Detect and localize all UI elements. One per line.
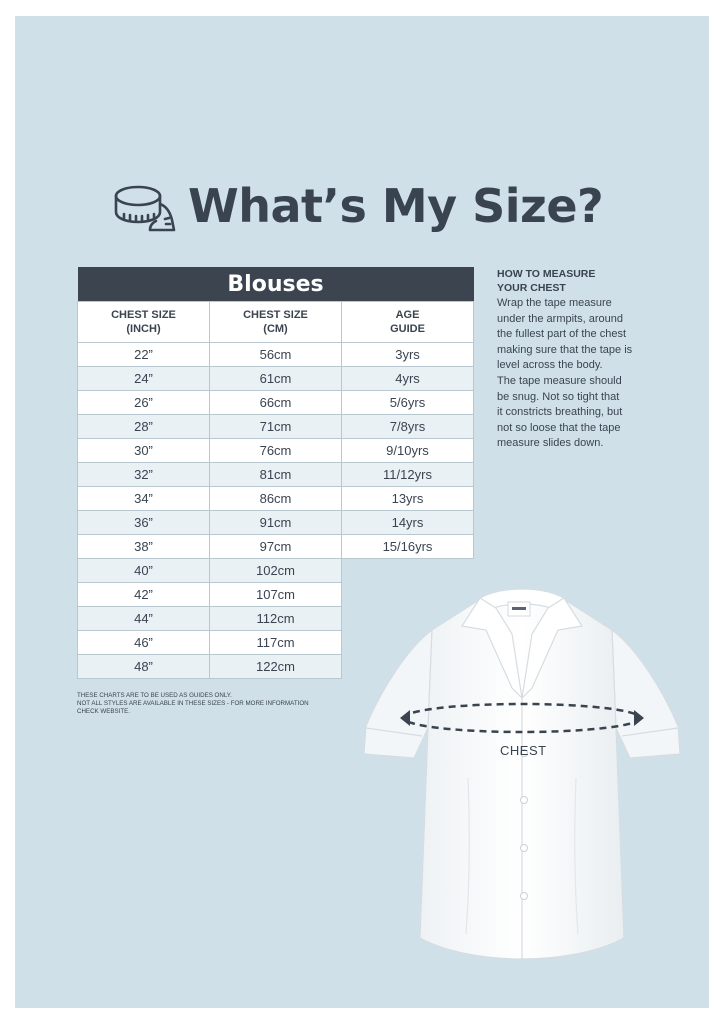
chest-cm-cell: 61cm [210, 367, 342, 391]
chest-inch-cell: 44” [78, 607, 210, 631]
age-guide-cell: 13yrs [342, 487, 474, 511]
chest-inch-cell: 24” [78, 367, 210, 391]
chest-inch-cell: 32” [78, 463, 210, 487]
column-header-chest-cm: CHEST SIZE (CM) [210, 302, 342, 343]
chest-inch-cell: 48” [78, 655, 210, 679]
chest-cm-cell: 86cm [210, 487, 342, 511]
how-to-line: The tape measure should [497, 374, 622, 387]
chest-cm-cell: 122cm [210, 655, 342, 679]
table-row [78, 511, 474, 535]
how-to-line: level across the body. [497, 359, 603, 372]
page-title: What’s My Size? [188, 179, 604, 233]
chest-cm-cell: 91cm [210, 511, 342, 535]
chest-label: CHEST [500, 743, 547, 758]
chest-cm-cell: 112cm [210, 607, 342, 631]
chest-inch-cell: 28” [78, 415, 210, 439]
chest-cm-cell: 97cm [210, 535, 342, 559]
age-guide-cell: 11/12yrs [342, 463, 474, 487]
how-to-line: the fullest part of the chest [497, 328, 627, 341]
chest-inch-cell: 26” [78, 391, 210, 415]
chest-inch-cell: 34” [78, 487, 210, 511]
how-to-line: making sure that the tape is [497, 343, 633, 356]
table-row [78, 367, 474, 391]
chest-cm-cell: 117cm [210, 631, 342, 655]
chest-inch-cell: 30” [78, 439, 210, 463]
how-to-heading: HOW TO MEASURE [497, 268, 596, 280]
disclaimer-notes [77, 692, 357, 716]
chest-inch-cell: 46” [78, 631, 210, 655]
age-guide-cell: 5/6yrs [342, 391, 474, 415]
chest-inch-cell: 38” [78, 535, 210, 559]
table-row [78, 535, 474, 559]
column-header-chest-inch: CHEST SIZE (INCH) [78, 302, 210, 343]
how-to-line: not so loose that the tape [497, 421, 621, 434]
age-guide-cell: 7/8yrs [342, 415, 474, 439]
chest-cm-cell: 71cm [210, 415, 342, 439]
how-to-line: it constricts breathing, but [497, 406, 623, 419]
chest-cm-cell: 81cm [210, 463, 342, 487]
how-to-line: under the armpits, around [497, 312, 623, 325]
table-row [78, 439, 474, 463]
age-guide-cell: 4yrs [342, 367, 474, 391]
disclaimer-line: NOT ALL STYLES ARE AVAILABLE IN THESE SIZES - FOR MORE INFORMATION [77, 700, 309, 707]
disclaimer-line: THESE CHARTS ARE TO BE USED AS GUIDES ONLY. [77, 692, 232, 699]
table-row [78, 487, 474, 511]
chest-inch-cell: 22” [78, 343, 210, 367]
chest-inch-cell: 36” [78, 511, 210, 535]
age-guide-cell: 9/10yrs [342, 439, 474, 463]
how-to-line: Wrap the tape measure [497, 297, 612, 309]
age-guide-cell: 15/16yrs [342, 535, 474, 559]
chest-cm-cell: 102cm [210, 559, 342, 583]
how-to-body [497, 296, 657, 452]
title-row [110, 174, 630, 238]
how-to-measure [497, 267, 657, 452]
how-to-line: measure slides down. [497, 437, 604, 450]
table-row [78, 391, 474, 415]
chest-inch-cell: 40” [78, 559, 210, 583]
tape-measure-icon [110, 178, 180, 234]
column-header-age-guide: AGE GUIDE [342, 302, 474, 343]
chest-cm-cell: 76cm [210, 439, 342, 463]
blouse-illustration [362, 578, 682, 970]
chest-cm-cell: 66cm [210, 391, 342, 415]
disclaimer-line: CHECK WEBSITE. [77, 708, 130, 715]
chest-cm-cell: 107cm [210, 583, 342, 607]
table-heading: Blouses [78, 267, 474, 302]
table-row [78, 343, 474, 367]
how-to-heading: YOUR CHEST [497, 282, 566, 294]
chest-inch-cell: 42” [78, 583, 210, 607]
age-guide-cell: 14yrs [342, 511, 474, 535]
table-row [78, 463, 474, 487]
table-row [78, 415, 474, 439]
chest-cm-cell: 56cm [210, 343, 342, 367]
age-guide-cell: 3yrs [342, 343, 474, 367]
how-to-line: be snug. Not so tight that [497, 390, 620, 403]
